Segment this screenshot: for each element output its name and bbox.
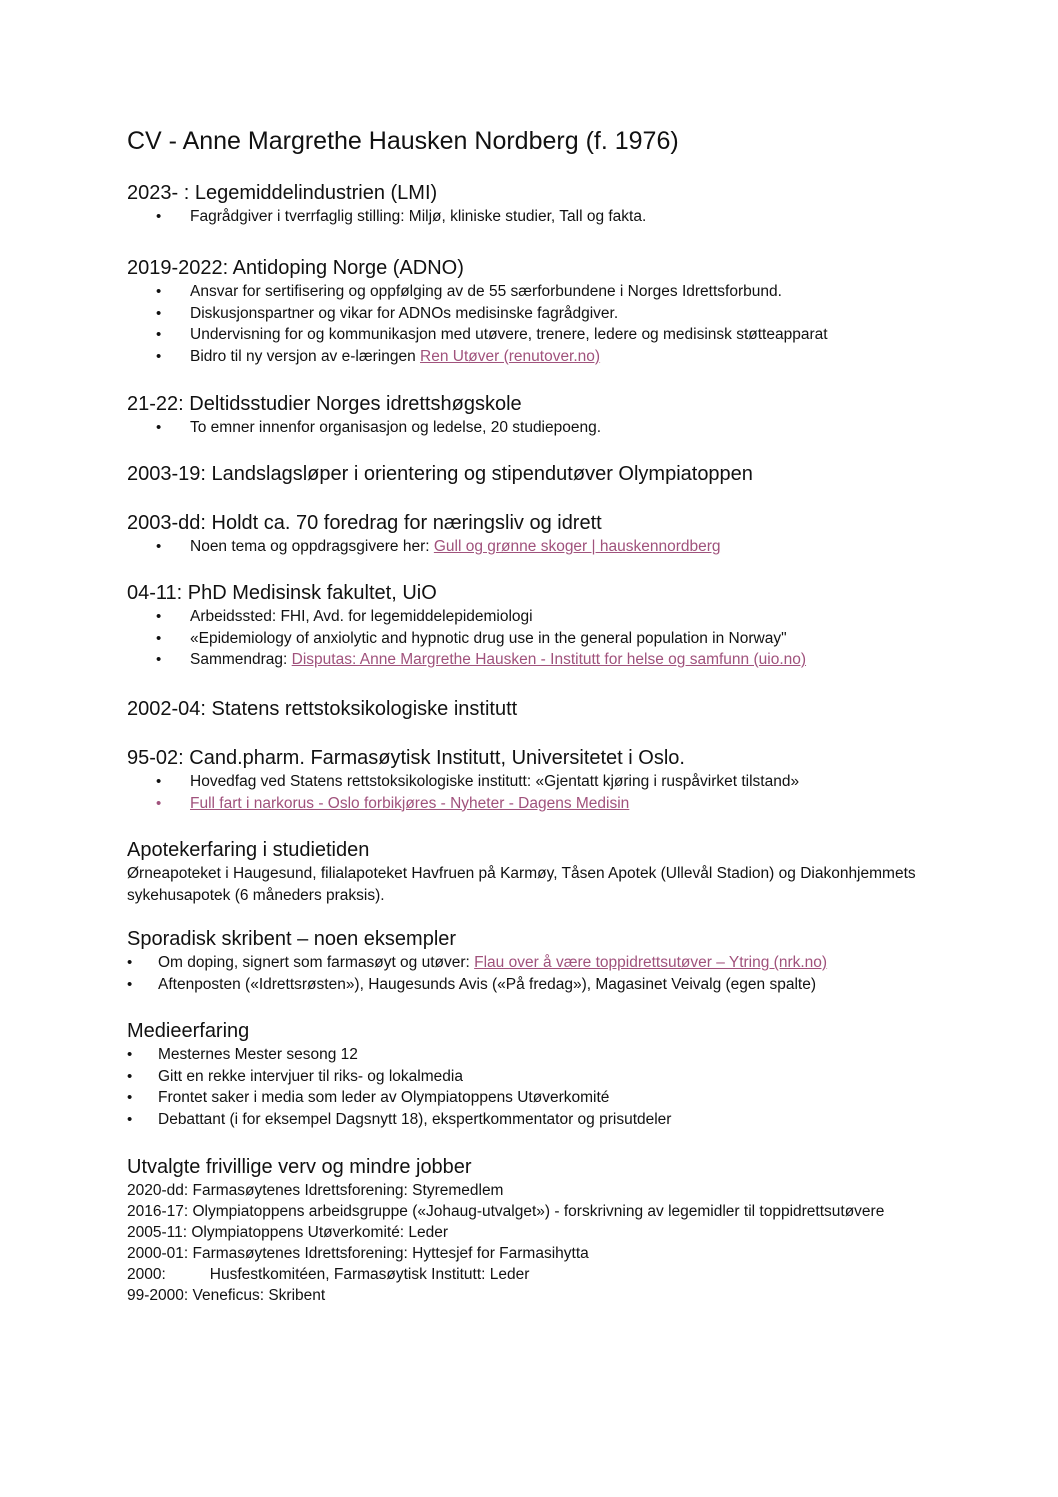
section-candpharm bbox=[127, 745, 957, 814]
item-list bbox=[127, 536, 957, 558]
bullet-icon: • bbox=[127, 975, 133, 993]
section-heading: 2002-04: Statens rettstoksikologiske institutt bbox=[127, 698, 518, 720]
bullet-icon: • bbox=[156, 304, 162, 322]
bullet-icon: • bbox=[156, 773, 162, 790]
list-item bbox=[127, 793, 957, 815]
section-heading: Medieerfaring bbox=[127, 1020, 250, 1042]
section-heading: 2003-19: Landslagsløper i orientering og stipendutøver Olympiatoppen bbox=[127, 463, 753, 485]
cv-title: CV - Anne Margrethe Hausken Nordberg (f. 1976) bbox=[127, 127, 679, 155]
item-list bbox=[127, 952, 957, 995]
section-heading: 95-02: Cand.pharm. Farmasøytisk Institutt, Universitetet i Oslo. bbox=[127, 747, 685, 769]
bullet-icon: • bbox=[156, 538, 162, 555]
list-item: • Undervisning for og kommunikasjon med utøvere, trenere, ledere og medisinsk støtteapparat bbox=[127, 324, 957, 346]
section-phd bbox=[127, 580, 957, 671]
section-apotek bbox=[127, 837, 957, 906]
list-item: • Frontet saker i media som leder av Olympiatoppens Utøverkomité bbox=[127, 1087, 957, 1109]
list-item: • Fagrådgiver i tverrfaglig stilling: Miljø, kliniske studier, Tall og fakta. bbox=[127, 206, 957, 228]
item-list bbox=[127, 606, 957, 671]
section-heading: Utvalgte frivillige verv og mindre jobber bbox=[127, 1156, 472, 1178]
section-heading: 04-11: PhD Medisinsk fakultet, UiO bbox=[127, 582, 437, 604]
section-media bbox=[127, 1018, 957, 1130]
verv-line: 2000: Husfestkomitéen, Farmasøytisk Institutt: Leder bbox=[127, 1266, 530, 1283]
list-item: • Hovedfag ved Statens rettstoksikologiske institutt: «Gjentatt kjøring i ruspåvirket tilstand» bbox=[127, 771, 957, 793]
list-item: • Ansvar for sertifisering og oppfølging av de 55 særforbundene i Norges Idrettsforbund. bbox=[127, 281, 957, 303]
list-item: • Aftenposten («Idrettsrøsten»), Haugesunds Avis («På fredag»), Magasinet Veivalg (egen spalte) bbox=[127, 974, 957, 996]
verv-line: 2020-dd: Farmasøytenes Idrettsforening: Styremedlem bbox=[127, 1182, 504, 1199]
list-item: • Sammendrag: Disputas: Anne Margrethe Hausken - Institutt for helse og samfunn (uio.no) bbox=[127, 649, 957, 671]
list-item: • To emner innenfor organisasjon og ledelse, 20 studiepoeng. bbox=[127, 417, 957, 439]
section-heading: 2023- : Legemiddelindustrien (LMI) bbox=[127, 182, 438, 204]
section-heading: Sporadisk skribent – noen eksempler bbox=[127, 928, 457, 950]
verv-line: 2005-11: Olympiatoppens Utøverkomité: Leder bbox=[127, 1224, 449, 1241]
hauskennordberg-link[interactable]: Gull og grønne skoger | hauskennordberg bbox=[433, 538, 721, 555]
section-heading: 2003-dd: Holdt ca. 70 foredrag for næringsliv og idrett bbox=[127, 512, 602, 534]
item-list bbox=[127, 206, 957, 228]
section-heading: 21-22: Deltidsstudier Norges idrettshøgskole bbox=[127, 393, 522, 415]
list-item: • Bidro til ny versjon av e-læringen Ren Utøver (renutover.no) bbox=[127, 346, 957, 368]
section-srt bbox=[127, 696, 957, 722]
bullet-icon: • bbox=[127, 954, 133, 971]
bullet-icon: • bbox=[156, 208, 162, 225]
section-heading: 2019-2022: Antidoping Norge (ADNO) bbox=[127, 257, 464, 279]
list-item: • Mesternes Mester sesong 12 bbox=[127, 1044, 957, 1066]
bullet-icon: • bbox=[127, 1046, 133, 1063]
list-item: • Debattant (i for eksempel Dagsnytt 18), ekspertkommentator og prisutdeler bbox=[127, 1109, 957, 1131]
dagens-medisin-link[interactable]: Full fart i narkorus - Oslo forbikjøres - Nyheter - Dagens Medisin bbox=[190, 794, 630, 812]
section-skribent bbox=[127, 926, 957, 995]
bullet-icon: • bbox=[156, 347, 162, 365]
nrk-ytring-link[interactable]: Flau over å være toppidrettsutøver – Ytring (nrk.no) bbox=[474, 954, 828, 971]
disputas-link[interactable]: Disputas: Anne Margrethe Hausken - Institutt for helse og samfunn (uio.no) bbox=[291, 651, 807, 668]
item-list bbox=[127, 1044, 957, 1130]
section-verv bbox=[127, 1154, 957, 1306]
list-item: • Om doping, signert som farmasøyt og utøver: Flau over å være toppidrettsutøver – Ytring (nrk.no) bbox=[127, 952, 957, 974]
bullet-icon: • bbox=[127, 1110, 133, 1128]
list-item: • Arbeidssted: FHI, Avd. for legemiddelepidemiologi bbox=[127, 606, 957, 628]
list-item: • Noen tema og oppdragsgivere her: Gull og grønne skoger | hauskennordberg bbox=[127, 536, 957, 558]
bullet-icon: • bbox=[156, 419, 162, 436]
item-list bbox=[127, 281, 957, 367]
bullet-icon: • bbox=[156, 326, 162, 343]
verv-line: 2016-17: Olympiatoppens arbeidsgruppe («Johaug-utvalget») - forskrivning av legemidler til toppidrettsutøvere bbox=[127, 1203, 885, 1220]
bullet-icon: • bbox=[156, 629, 162, 647]
section-heading: Apotekerfaring i studietiden bbox=[127, 839, 370, 861]
bullet-icon: • bbox=[127, 1067, 133, 1085]
bullet-icon: • bbox=[156, 283, 162, 300]
bullet-icon: • bbox=[156, 651, 162, 668]
section-nih bbox=[127, 391, 957, 439]
bullet-icon: • bbox=[127, 1089, 133, 1106]
section-foredrag bbox=[127, 510, 957, 558]
section-adno bbox=[127, 255, 957, 367]
section-landslag bbox=[127, 461, 957, 487]
verv-line: 2000-01: Farmasøytenes Idrettsforening: Hyttesjef for Farmasihytta bbox=[127, 1245, 589, 1262]
list-item: • Diskusjonspartner og vikar for ADNOs medisinske fagrådgiver. bbox=[127, 303, 957, 325]
item-list bbox=[127, 771, 957, 814]
renutover-link[interactable]: Ren Utøver (renutover.no) bbox=[420, 347, 601, 365]
list-item: • «Epidemiology of anxiolytic and hypnotic drug use in the general population in Norway" bbox=[127, 628, 957, 650]
section-lmi bbox=[127, 180, 957, 228]
verv-line: 99-2000: Veneficus: Skribent bbox=[127, 1287, 326, 1304]
apotek-text: Ørneapoteket i Haugesund, filialapoteket Havfruen på Karmøy, Tåsen Apotek (Ullevål Stadion) og Diakonhjemmets sykehusapotek (6 måneders praksis). bbox=[127, 865, 916, 904]
item-list bbox=[127, 417, 957, 439]
list-item: • Gitt en rekke intervjuer til riks- og lokalmedia bbox=[127, 1066, 957, 1088]
bullet-icon: • bbox=[156, 608, 162, 625]
bullet-icon: • bbox=[156, 794, 162, 812]
